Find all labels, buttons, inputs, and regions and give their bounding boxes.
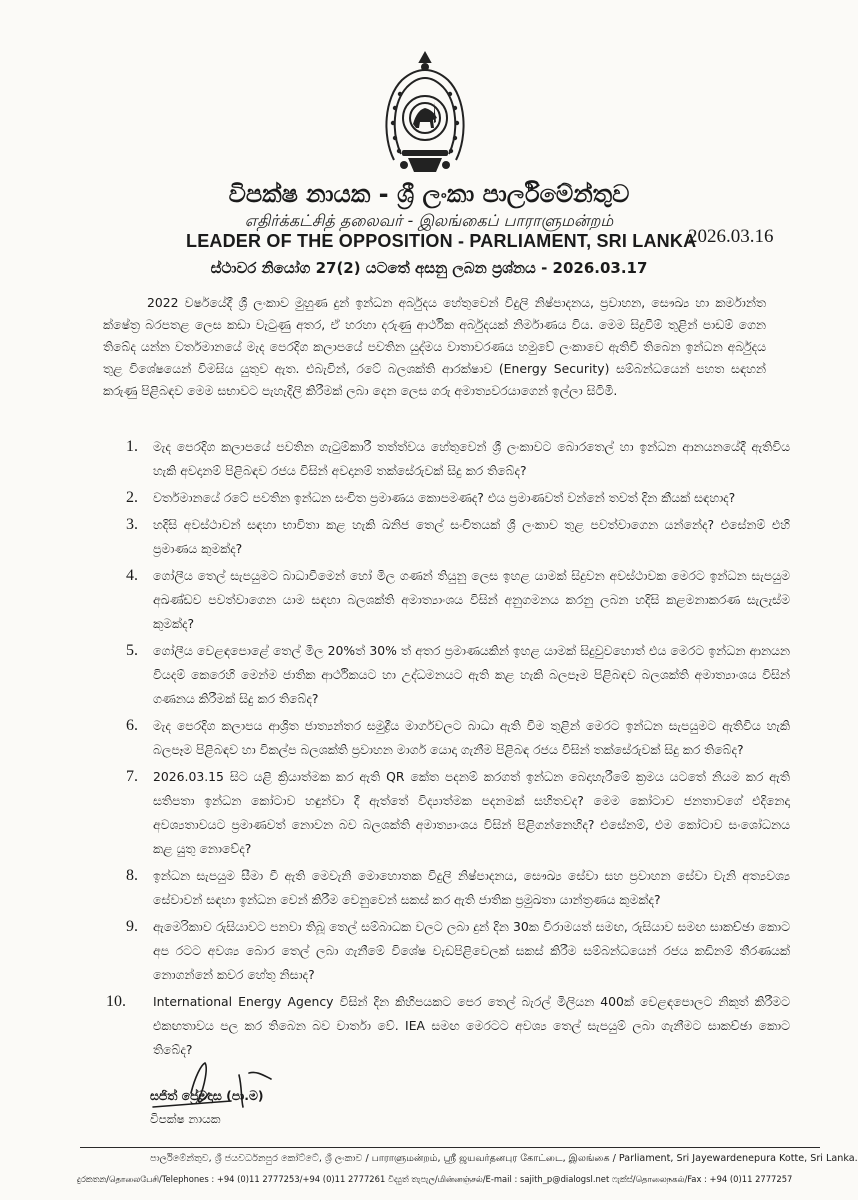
question-number: 4. xyxy=(126,567,138,584)
question-item xyxy=(100,915,790,987)
handwritten-date: 2026.03.16 xyxy=(688,226,774,247)
question-number: 6. xyxy=(126,717,138,734)
question-text: වර්තමානයේ රටේ පවතින ඉන්ධන සංචිත ප්‍රමාණය කොපමණද? එය ප්‍රමාණවත් වන්නේ තවත් දින කීයක් සඳහාද? xyxy=(153,490,736,505)
question-number: 5. xyxy=(126,642,138,659)
signatory-name: සජිත් ප්‍රේමදාස (පා.ම) xyxy=(150,1088,264,1103)
question-item xyxy=(100,864,790,912)
intro-paragraph: 2022 වර්ෂයේදී ශ්‍රී ලංකාව මුහුණ දුන් ඉන්ධන අර්බුදය හේතුවෙන් විදුලි නිෂ්පාදනය, ප්‍රවාහන, සෞඛ්‍ය හා කර්මාන්ත ක්ෂේත්‍ර බරපතළ ලෙස කඩා වැටුණු අතර, ඒ හරහා දරුණු ආර්ථික අර්බුදයක් නිර්මාණය විය. මෙම සිදුවීම් තුළින් පාඩම් ගෙන තිබේද යන්න වර්තමානයේ මැද පෙරදිග කලාපයේ පවතින යුද්මය වාතාවරණය හමුවේ ලංකාවෙ ඇතිවී තිබෙන ඉන්ධන අර්බුදය තුළ විශේෂයෙන් විමසිය යුතුව ඇත. එබැවින්, රටේ බලශක්ති ආරක්ෂාව (Energy Security) සම්බන්ධයෙන් පහත සඳහන් කරුණු පිළිබඳව මෙම සභාවට පැහැදිලි කිරීමක් ලබා දෙන ලෙස ගරු අමාත්‍යවරයාගෙන් ඉල්ලා සිටිමි. xyxy=(103,295,766,398)
footer-divider xyxy=(80,1147,820,1148)
question-text: International Energy Agency විසින් දින කිහිපයකට පෙර තෙල් බැරල් මිලියන 400ක් වෙළඳපොලට නිකුත් කිරීමට එකඟතාවය පල කර තිබෙන බව වාර්තා වේ. IEA සමඟ මෙරටට අවශ්‍ය තෙල් සැපයුම් ලබා ගැනීමට සාකච්ඡා කොට තිබේද? xyxy=(153,994,790,1057)
signatory-title: විපක්ෂ නායක xyxy=(150,1112,221,1126)
question-number: 3. xyxy=(126,516,138,533)
question-text: හදිසි අවස්ථාවන් සඳහා භාවිතා කළ හැකි ඛනිජ තෙල් සංචිතයක් ශ්‍රී ලංකාව තුළ පවත්වාගෙන යන්නේද? එසේනම් එහි ප්‍රමාණය කුමක්ද? xyxy=(153,517,790,556)
question-text: ගෝලීය තෙල් සැපයුමට බාධාවීමෙන් හෝ මිල ගණන් තියුනු ලෙස ඉහළ යාමක් සිදුවන අවස්ථාවක මෙරට ඉන්ධන සැපයුම අඛණ්ඩව පවත්වාගෙන යාම සඳහා බලශක්ති අමාත්‍යාංශය විසින් අනුගමනය කරනු ලබන හදිසි කළමනාකරණ සැලැස්ම කුමක්ද? xyxy=(153,568,790,631)
question-text: මැද පෙරදිග කලාපයේ පවතින ගැටුම්කාරී තත්ත්වය හේතුවෙන් ශ්‍රී ලංකාවට බොරතෙල් හා ඉන්ධන ආනයනයේදී ඇතිවිය හැකි අවදානම් පිළිබඳව රජය විසින් අවදානම් තක්සේරුවක් සිදු කර තිබේද? xyxy=(153,439,790,478)
title-tamil: எதிர்க்கட்சித் தலைவர் - இலங்கைப் பாராளுமன்றம் xyxy=(244,211,614,230)
question-number: 8. xyxy=(126,867,138,884)
title-sinhala: විපක්ෂ නායක - ශ්‍රී ලංකා පාර්ලිමේන්තුව xyxy=(228,180,630,208)
question-text: 2026.03.15 සිට යළි ක්‍රියාත්මක කර ඇති QR කේත පදනම් කරගත් ඉන්ධන බෙදාහැරීමේ ක්‍රමය යටතේ නියම කර ඇති සතිපතා ඉන්ධන කෝටාව හඳුන්වා දී ඇත්තේ විද්‍යාත්මක පදනමක් සහිතවද? මෙම කෝටාව ජනතාවගේ එදිනෙදා අවශ්‍යතාවයට ප්‍රමාණවත් නොවන බව බලශක්ති අමාත්‍යාංශය විසින් පිළිගන්නෙහිද? එසේනම්, එම කෝටාව සංශෝධනය කළ යුතු නොවේද? xyxy=(153,769,790,856)
question-item xyxy=(100,990,790,1062)
question-item xyxy=(100,765,790,861)
question-number: 7. xyxy=(126,768,138,785)
question-number: 9. xyxy=(126,918,138,935)
question-item xyxy=(100,714,790,762)
question-number: 10. xyxy=(106,993,126,1010)
question-item xyxy=(100,564,790,636)
question-number: 2. xyxy=(126,489,138,506)
question-text: ඉන්ධන සැපයුම සීමා වී ඇති මෙවැනි මොහොතක විදුලි නිෂ්පාදනය, සෞඛ්‍ය සේවා සහ ප්‍රවාහන සේවා වැනි අත්‍යවශ්‍ය සේවාවන් සඳහා ඉන්ධන වෙන් කිරීම වෙනුවෙන් සකස් කර ඇති ජාතික ප්‍රමුඛතා යාන්ත්‍රණය කුමක්ද? xyxy=(153,868,790,907)
question-item xyxy=(100,639,790,711)
question-item xyxy=(100,486,790,510)
subtitle: ස්ථාවර නියෝග 27(2) යටතේ අසනු ලබන ප්‍රශ්නය - 2026.03.17 xyxy=(210,259,648,277)
question-item xyxy=(100,435,790,483)
question-text: ගෝලීය වෙළඳපොළේ තෙල් මිල 20%ත් 30% ත් අතර ප්‍රමාණයකින් ඉහළ යාමක් සිදුවුවහොත් එය මෙරට ඉන්ධන ආනයන වියදම් කෙරෙහි මෙන්ම ජාතික ආර්ථිකයට හා උද්ධමනයට ඇති කළ හැකි බලපෑම පිළිබඳව බලශක්ති අමාත්‍යාංශය විසින් ගණනය කිරීමක් සිදු කර තිබේද? xyxy=(153,643,790,706)
footer-contacts: දුරකතන/தொலைபேசி/Telephones : +94 (0)11 2777253/+94 (0)11 2777261 විද්‍යුත් තැපැල/மின்னஞ்சல்/E-mail : sajith_p@dialogsl.net ෆැක්ස්/தொலைநகல்/Fax : +94 (0)11 2777257 xyxy=(77,1174,793,1184)
question-text: මැද පෙරදිග කලාපය ආශ්‍රිත ජාත්‍යන්තර සමුද්‍රීය මාර්ගවලට බාධා ඇති වීම තුළින් මෙරට ඉන්ධන සැපයුමට ඇතිවිය හැකි බලපෑම පිළිබඳව හා විකල්ප බලශක්ති ප්‍රවාහන මාර්ග යොදා ගැනීම පිළිබඳ රජය විසින් තක්සේරුවක් සිදු කර තිබේද? xyxy=(153,718,790,757)
title-english: LEADER OF THE OPPOSITION - PARLIAMENT, SRI LANKA xyxy=(186,231,697,251)
question-item xyxy=(100,513,790,561)
question-list xyxy=(100,435,790,1062)
sri-lanka-emblem-icon xyxy=(378,50,472,174)
question-text: ඇමෙරිකාව රුසියාවට පනවා තිබූ තෙල් සම්බාධක වලට ලබා දුන් දින 30ක විරාමයත් සමඟ, රුසියාව සමඟ සාකච්ඡා කොට අප රටට අවශ්‍ය බොර තෙල් ලබා ගැනීමේ විශේෂ වැඩපිළිවෙලක් සකස් කිරීම සම්බන්ධයෙන් රජය කඩිනම් තීරණයක් නොගන්නේ කවර හේතු නිසාද? xyxy=(153,919,790,982)
footer-address: පාර්ලිමේන්තුව, ශ්‍රී ජයවර්ධනපුර කෝට්ටේ, ශ්‍රී ලංකාව / பாராளுமன்றம், ஸ்ரீ ஜயவர்தனபுர கோட்டை, இலங்கை / Parliament, Sri Jayewardenepura Kotte, Sri Lanka. xyxy=(150,1153,858,1164)
question-number: 1. xyxy=(126,438,138,455)
